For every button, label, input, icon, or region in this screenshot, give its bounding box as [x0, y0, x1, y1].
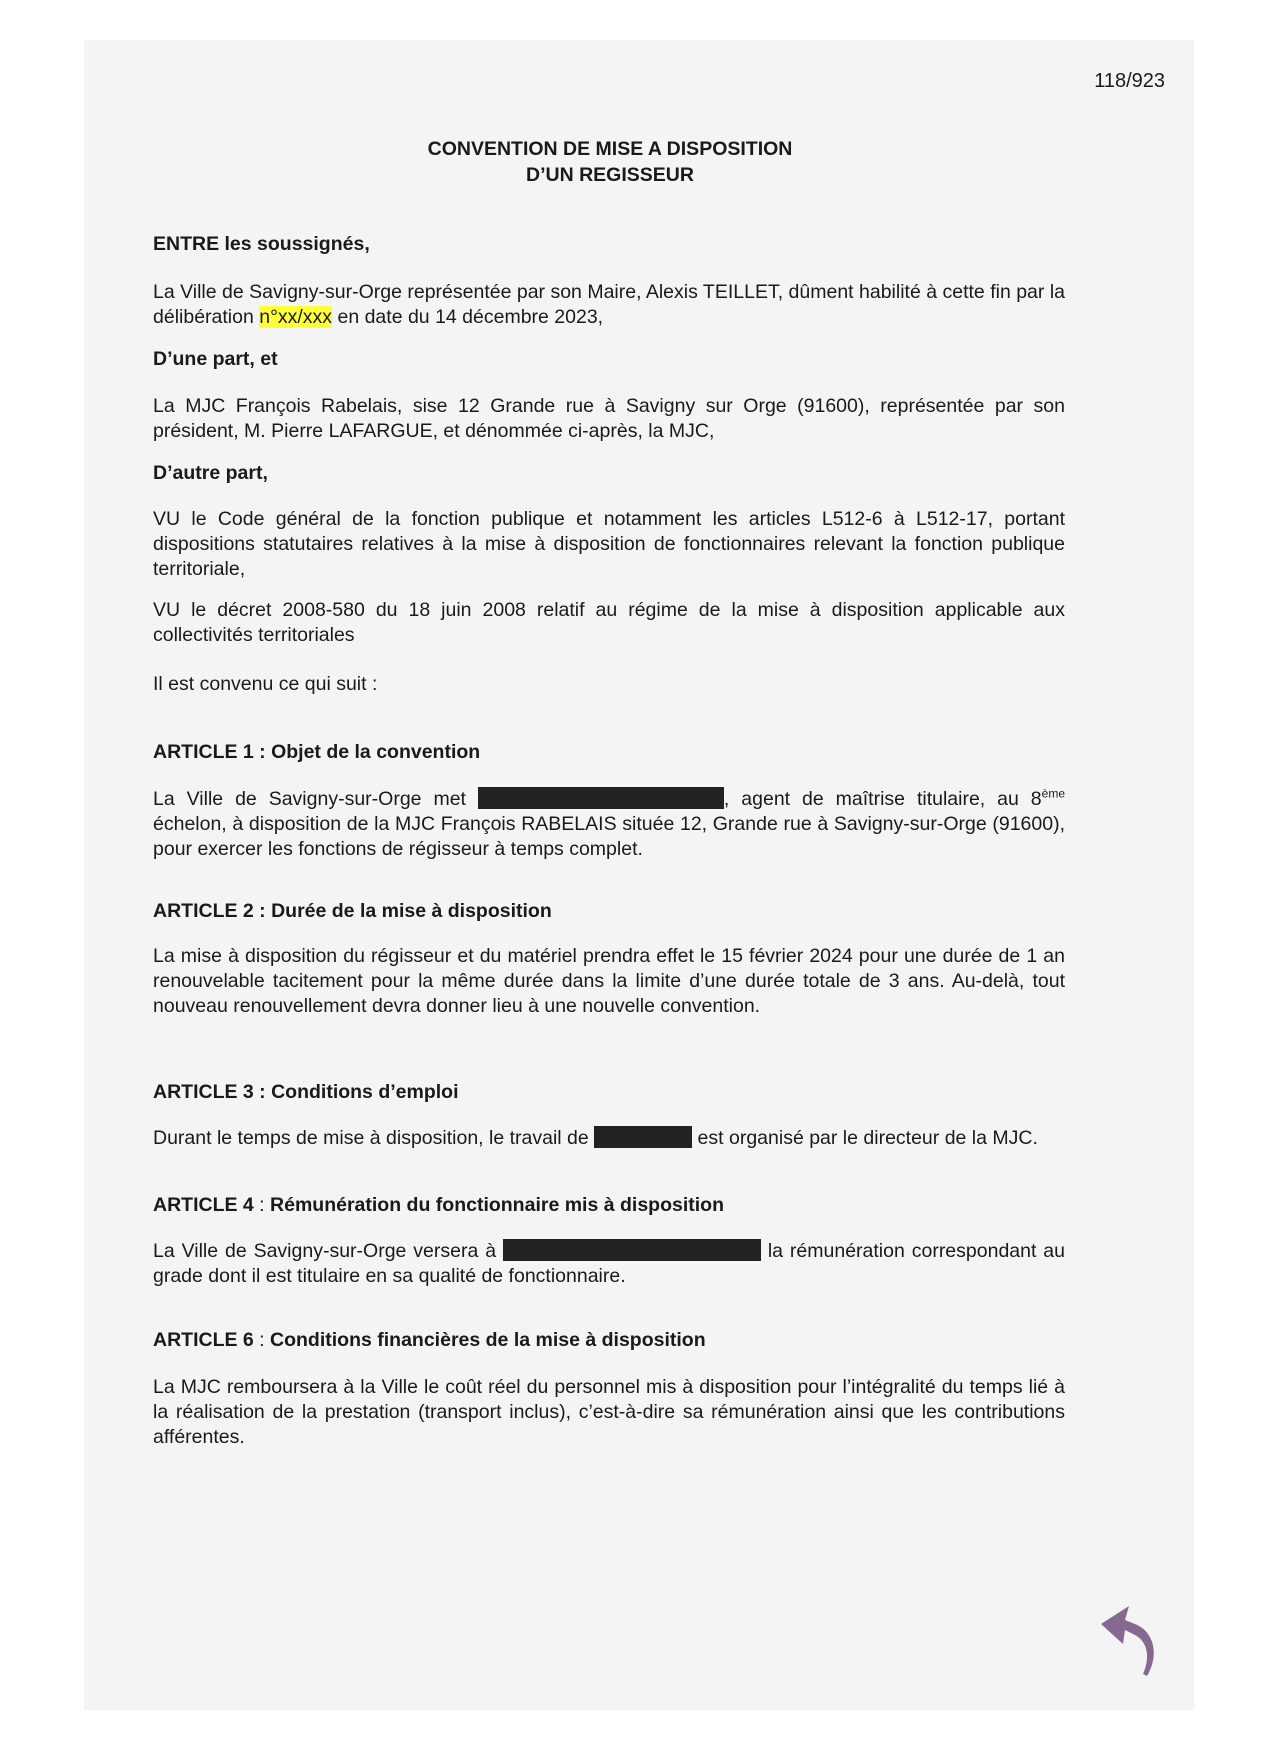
agreed-statement: Il est convenu ce qui suit : [153, 673, 378, 695]
article-2-heading: ARTICLE 2 : Durée de la mise à disposition [153, 900, 552, 922]
parties-heading: ENTRE les soussignés, [153, 233, 370, 255]
return-arrow-icon[interactable] [1095, 1598, 1167, 1680]
redacted-name [594, 1126, 692, 1148]
article-4-heading: ARTICLE 4 : Rémunération du fonctionnaire mis à disposition [153, 1194, 724, 1216]
title-line-2: D’UN REGISSEUR [526, 164, 694, 186]
article-3-text-a: Durant le temps de mise à disposition, le travail de [153, 1127, 595, 1149]
article-1-text-b: , agent de maîtrise titulaire, au 8 [723, 788, 1042, 810]
article-1-text-a: La Ville de Savigny-sur-Orge met [153, 788, 478, 810]
one-part-label: D’une part, et [153, 348, 278, 370]
article-1-text-c: échelon, à disposition de la MJC François RABELAIS située 12, Grande rue à Savigny-sur-Orge (91600), pour exercer les fonctions de régisseur à temps complet. [153, 813, 1065, 860]
article-4-text-b: la rémunération correspondant au grade dont il est titulaire en sa qualité de fonctionnaire. [153, 1240, 1065, 1287]
city-party-text-b: en date du 14 décembre 2023, [332, 306, 604, 328]
article-1-text [153, 787, 1065, 862]
ordinal-superscript: ème [1041, 786, 1065, 801]
vu-code-paragraph: VU le Code général de la fonction publique et notamment les articles L512-6 à L512-17, portant dispositions statutaires relatives à la mise à disposition de fonctionnaires relevant la fonction publique territoriale, [153, 508, 1065, 580]
page-number: 118/923 [1094, 70, 1165, 92]
article-4-text-a: La Ville de Savigny-sur-Orge versera à [153, 1240, 503, 1262]
other-part-label: D’autre part, [153, 462, 268, 484]
title-line-1: CONVENTION DE MISE A DISPOSITION [427, 138, 793, 160]
article-4-text [153, 1239, 1065, 1289]
city-party-text-a: La Ville de Savigny-sur-Orge représentée par son Maire, Alexis TEILLET, dûment habilité à cette fin par la délibération [153, 281, 1065, 328]
city-party-paragraph [153, 280, 1065, 330]
article-3-text-b: est organisé par le directeur de la MJC. [692, 1127, 1038, 1149]
article-6-text: La MJC remboursera à la Ville le coût réel du personnel mis à disposition pour l’intégralité du temps lié à la réalisation de la prestation (transport inclus), c’est-à-dire sa rémunération ainsi que les contributions afférentes. [153, 1376, 1065, 1448]
vu-decret-paragraph: VU le décret 2008-580 du 18 juin 2008 relatif au régime de la mise à disposition applicable aux collectivités territoriales [153, 599, 1065, 646]
article-3-text [153, 1126, 1065, 1151]
mjc-party-paragraph: La MJC François Rabelais, sise 12 Grande rue à Savigny sur Orge (91600), représentée par son président, M. Pierre LAFARGUE, et dénommée ci-après, la MJC, [153, 395, 1065, 442]
redacted-name [503, 1239, 761, 1261]
article-6-heading: ARTICLE 6 : Conditions financières de la mise à disposition [153, 1329, 706, 1351]
document-title [0, 136, 1220, 188]
article-1-heading: ARTICLE 1 : Objet de la convention [153, 741, 481, 763]
article-3-heading: ARTICLE 3 : Conditions d’emploi [153, 1081, 459, 1103]
redacted-name [478, 787, 724, 809]
article-2-text: La mise à disposition du régisseur et du matériel prendra effet le 15 février 2024 pour une durée de 1 an renouvelable tacitement pour la même durée dans la limite d’une durée totale de 3 ans. Au-delà, tout nouveau renouvellement devra donner lieu à une nouvelle convention. [153, 945, 1065, 1017]
deliberation-number-highlight: n°xx/xxx [259, 306, 333, 328]
